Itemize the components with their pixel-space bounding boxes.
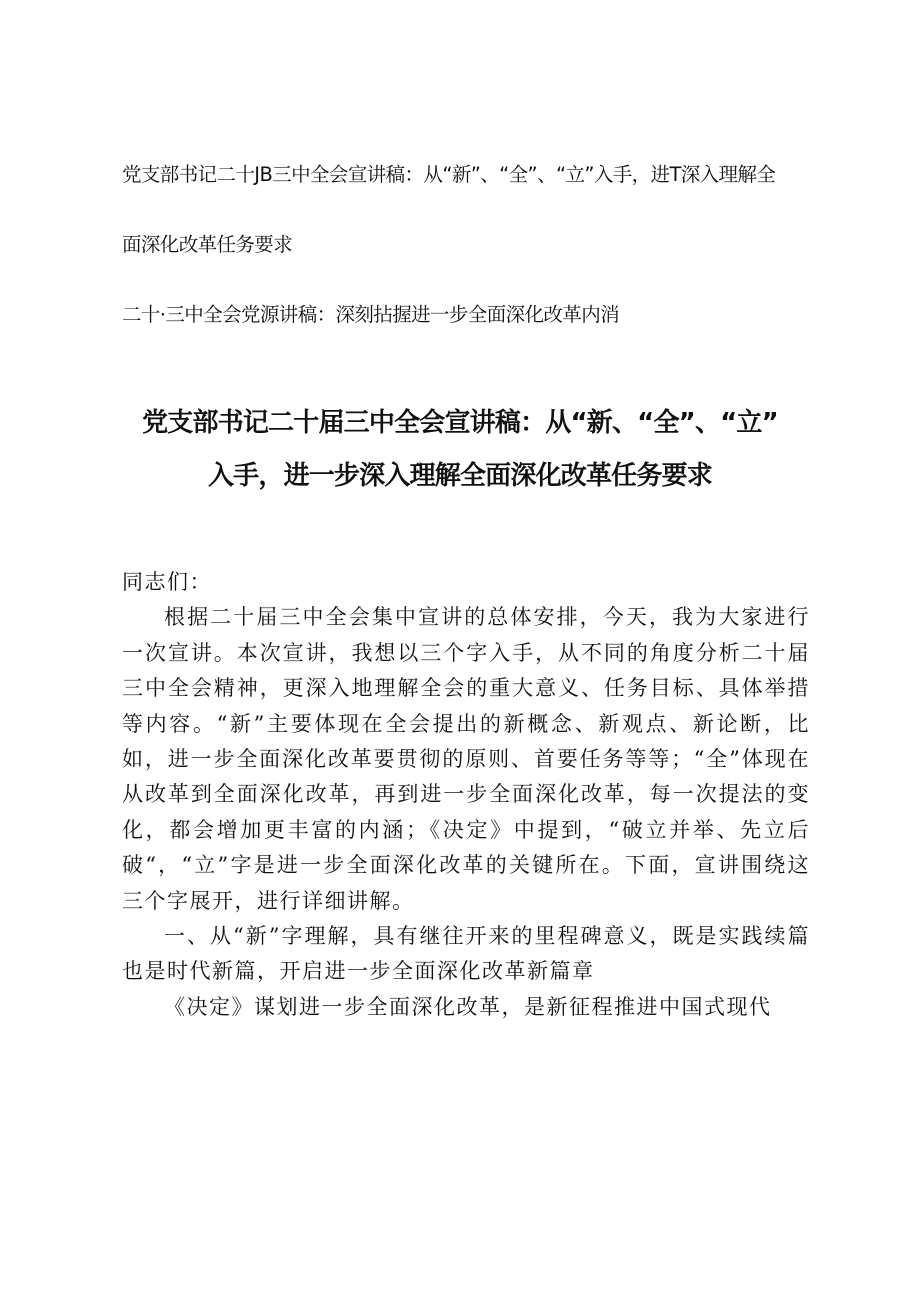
- table-of-contents: [122, 160, 842, 330]
- document-title-line-2: 入手，进一步深入理解全面深化改革任务要求: [207, 461, 712, 491]
- toc-entry-2[interactable]: 二十·三中全会党源讲稿：深刻拈握进一步全面深化改革内消: [122, 303, 619, 326]
- document-body: [122, 565, 810, 1025]
- toc-entry-1-line-2: 面深化改革任务要求: [122, 233, 293, 256]
- toc-entry-1[interactable]: [122, 160, 842, 260]
- paragraph-intro: 根据二十届三中全会集中宣讲的总体安排，今天，我为大家进行一次宣讲。本次宣讲，我想以三个字入手，从不同的角度分析二十届三中全会精神，更深入地理解全会的重大意义、任务目标、具体举措等内容。“新”主要体现在全会提出的新概念、新观点、新论断，比如，进一步全面深化改革要贯彻的原则、首要任务等等；“全”体现在从改革到全面深化改革，再到进一步全面深化改革，每一次提法的变化，都会增加更丰富的内涵；《决定》中提到，“破立并举、先立后破“，“立”字是进一步全面深化改革的关键所在。下面，宣讲围绕这三个字展开，进行详细讲解。: [122, 605, 810, 913]
- document-title: [110, 397, 810, 503]
- paragraph-section-1: 《决定》谋划进一步全面深化改革，是新征程推进中国式现代: [164, 994, 772, 1019]
- section-heading-1: 一、从“新”字理解，具有继往开来的里程碑意义，既是实践续篇也是时代新篇，开启进一步全面深化改革新篇章: [122, 924, 810, 984]
- document-title-line-1: 党支部书记二十届三中全会宣讲稿：从“新、“全”、“立”: [142, 408, 778, 438]
- toc-entry-1-line-1: 党支部书记二十JB三中全会宣讲稿：从“新”、“全”、“立”入手，进T深入理解全: [122, 163, 776, 186]
- salutation: 同志们：: [122, 570, 212, 594]
